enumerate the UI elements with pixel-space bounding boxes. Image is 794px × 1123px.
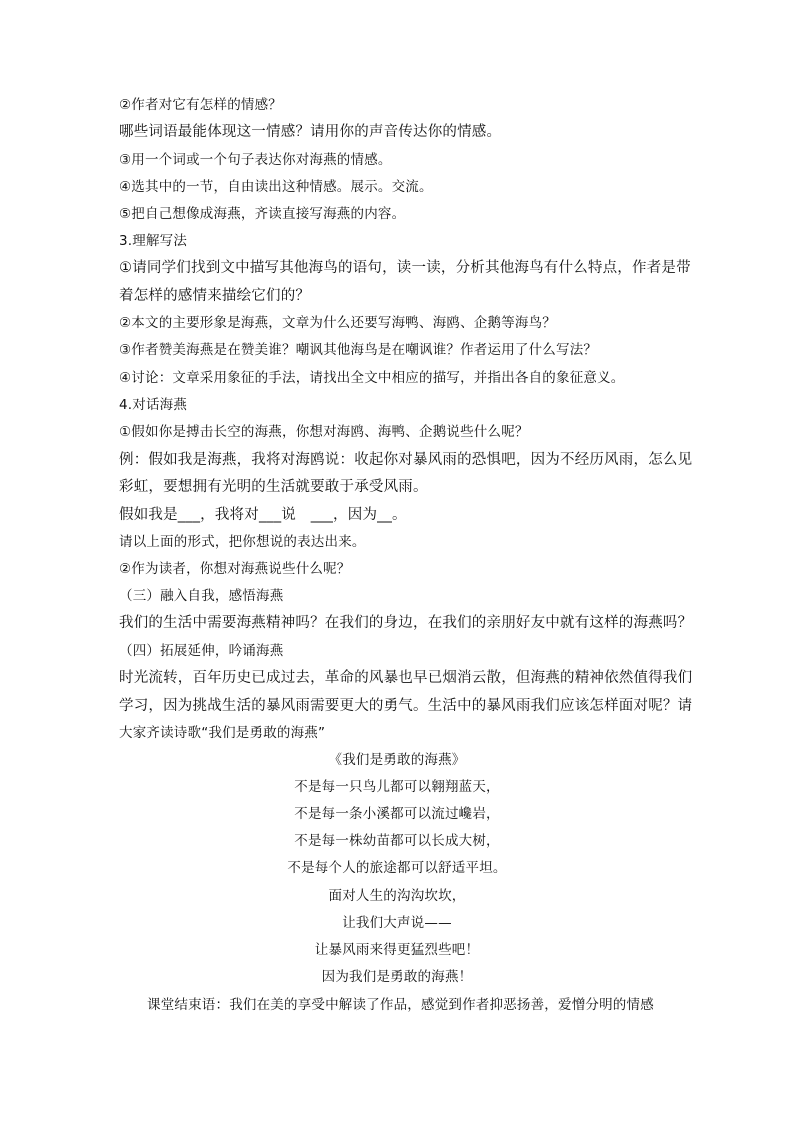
text-line: ②作为读者，你想对海燕说些什么呢？ xyxy=(119,561,351,577)
poem-line: 不是每个人的旅途都可以舒适平坦。 xyxy=(287,860,507,876)
text-line: 我们的生活中需要海燕精神吗？在我们的身边，在我们的亲朋好友中就有这样的海燕吗？ xyxy=(119,615,693,631)
section-heading: 4.对话海燕 xyxy=(119,397,188,413)
text-line: 请以上面的形式，把你想说的表达出来。 xyxy=(119,534,366,550)
poem-line: 不是每一只鸟儿都可以翱翔蓝天， xyxy=(294,779,500,795)
question-4-line: ④选其中的一节，自由读出这种情感。展示。交流。 xyxy=(119,179,433,195)
poem-line: 让我们大声说—— xyxy=(342,915,452,931)
text-line: 大家齐读诗歌“我们是勇敢的海燕” xyxy=(119,725,326,741)
text-line: ①请同学们找到文中描写其他海鸟的语句，读一读，分析其他海鸟有什么特点，作者是带 xyxy=(119,260,691,276)
poem-line: 不是每一条小溪都可以流过巉岩， xyxy=(294,806,500,822)
text-line: 着怎样的感情来描绘它们的？ xyxy=(119,288,311,304)
text-line: ③作者赞美海燕是在赞美谁？嘲讽其他海鸟是在嘲讽谁？作者运用了什么写法？ xyxy=(119,342,598,358)
closing-remark: 课堂结束语：我们在美的享受中解读了作品，感觉到作者抑恶扬善，爱憎分明的情感 xyxy=(147,997,654,1013)
poem-line: 因为我们是勇敢的海燕！ xyxy=(321,969,473,985)
question-3-line: ③用一个词或一个句子表达你对海燕的情感。 xyxy=(119,152,392,168)
poem-line: 不是每一株幼苗都可以长成大树， xyxy=(294,833,500,849)
text-line: ④讨论：文章采用象征的手法，请找出全文中相应的描写，并指出各自的象征意义。 xyxy=(119,370,625,386)
subsection-heading: （四）拓展延伸，吟诵海燕 xyxy=(119,643,284,659)
text-line: 假如我是___，我将对___说 ___，因为__。 xyxy=(119,507,407,523)
question-5-line: ⑤把自己想像成海燕，齐读直接写海燕的内容。 xyxy=(119,206,406,222)
text-line: ①假如你是搏击长空的海燕，你想对海鸥、海鸭、企鹅说些什么呢？ xyxy=(119,424,529,440)
text-line: 学习，因为挑战生活的暴风雨需要更大的勇气。生活中的暴风雨我们应该怎样面对呢？请 xyxy=(119,698,693,714)
section-heading: 3.理解写法 xyxy=(119,233,188,249)
subsection-heading: （三）融入自我，感悟海燕 xyxy=(119,588,284,604)
poem-line: 让暴风雨来得更猛烈些吧！ xyxy=(314,942,480,958)
text-line: 彩虹，要想拥有光明的生活就要敢于承受风雨。 xyxy=(119,479,428,495)
text-line: 时光流转，百年历史已成过去，革命的风暴也早已烟消云散，但海燕的精神依然值得我们 xyxy=(119,670,693,686)
text-line: 哪些词语最能体现这一情感？请用你的声音传达你的情感。 xyxy=(119,124,502,140)
text-line: 例：假如我是海燕，我将对海鸥说：收起你对暴风雨的恐惧吧，因为不经历风雨，怎么见 xyxy=(119,452,693,468)
text-line: ②本文的主要形象是海燕，文章为什么还要写海鸭、海鸥、企鹅等海鸟？ xyxy=(119,315,557,331)
poem-title: 《我们是勇敢的海燕》 xyxy=(328,752,466,768)
question-2-line: ②作者对它有怎样的情感？ xyxy=(119,97,283,113)
poem-line: 面对人生的沟沟坎坎， xyxy=(328,888,466,904)
